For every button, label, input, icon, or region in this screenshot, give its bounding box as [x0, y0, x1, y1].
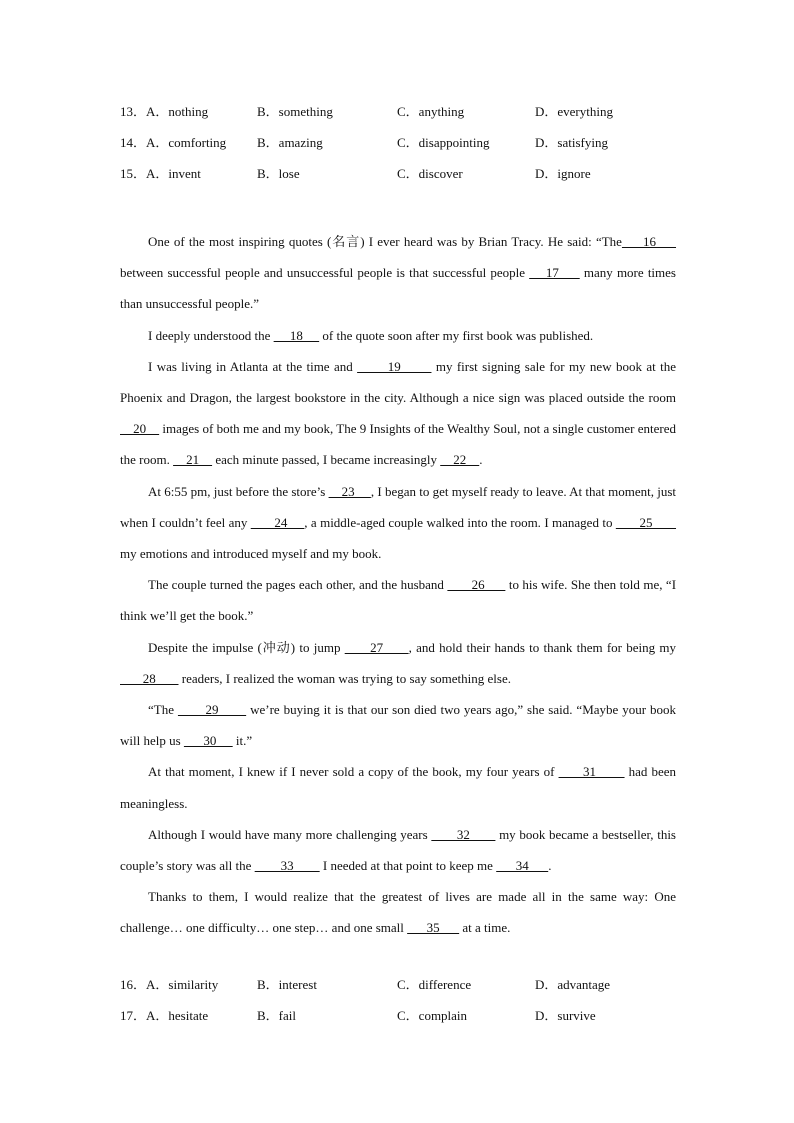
- cloze-passage: [120, 226, 676, 944]
- option-c: C．disappointing: [397, 135, 490, 150]
- option-c: C．discover: [397, 166, 463, 181]
- blank-16: 16: [621, 234, 677, 249]
- paragraph-2: I deeply understood the 18 of the quote soon after my first book was published.: [148, 327, 594, 343]
- blank-25: 25: [615, 514, 677, 530]
- blank-33: 33: [254, 858, 320, 874]
- option-a: A．hesitate: [146, 1008, 209, 1023]
- blank-19: 19: [357, 358, 432, 374]
- option-b: B．something: [257, 104, 333, 119]
- blank-22: 22: [440, 452, 480, 468]
- paragraph-8: At that moment, I knew if I never sold a copy of the book, my four years of 31 had been meaningless.: [120, 764, 677, 811]
- option-a: A．comforting: [146, 135, 227, 150]
- option-d: D．everything: [535, 104, 613, 119]
- blank-28: 28: [120, 670, 179, 686]
- option-b: B．fail: [257, 1008, 296, 1023]
- option-b: B．lose: [257, 166, 300, 181]
- options-bottom: [120, 975, 680, 1037]
- question-number: 13．: [120, 104, 147, 119]
- option-a: A．nothing: [146, 104, 209, 119]
- blank-20: 20: [120, 421, 160, 437]
- blank-29: 29: [177, 702, 247, 718]
- question-number: 17．: [120, 1008, 147, 1023]
- paragraph-9: Although I would have many more challenging years 32 my book became a bestseller, this couple’s story was all the 33 I needed at that point to keep me 34 .: [120, 826, 676, 874]
- question-14-options: [120, 133, 680, 164]
- blank-32: 32: [431, 826, 496, 842]
- blank-30: 30: [183, 733, 233, 749]
- option-a: A．invent: [146, 166, 201, 181]
- question-16-options: [120, 975, 680, 1006]
- paragraph-4: At 6:55 pm, just before the store’s 23 , I began to get myself ready to leave. At that moment, just when I couldn’t feel any 24 , a middle-aged couple walked into the room. I managed to 25 my emotions and introduced myself and my book.: [120, 483, 677, 562]
- paragraph-1: One of the most inspiring quotes (名言) I ever heard was by Brian Tracy. He said: “The 16 between successful people and unsuccessful people is that successful people 17 many more times than unsuccessful people.”: [120, 234, 677, 312]
- option-c: C．complain: [397, 1008, 468, 1023]
- question-17-options: [120, 1006, 680, 1037]
- blank-26: 26: [447, 577, 506, 593]
- option-d: D．survive: [535, 1008, 596, 1023]
- paragraph-5: The couple turned the pages each other, and the husband 26 to his wife. She then told me, “I think we’ll get the book.”: [120, 577, 677, 624]
- blank-27: 27: [344, 639, 409, 655]
- option-c: C．difference: [397, 977, 472, 992]
- question-15-options: [120, 164, 680, 195]
- blank-17: 17: [529, 265, 580, 281]
- blank-35: 35: [407, 920, 460, 936]
- blank-23: 23: [328, 483, 371, 499]
- blank-18: 18: [273, 327, 320, 343]
- option-b: B．interest: [257, 977, 317, 992]
- option-c: C．anything: [397, 104, 465, 119]
- option-d: D．advantage: [535, 977, 611, 992]
- paragraph-3: I was living in Atlanta at the time and 19 my first signing sale for my new book at the Phoenix and Dragon, the largest bookstore in the city. Although a nice sign was placed outside the room 20 images of both me and my book, The 9 Insights of the Wealthy Soul, not a single customer entered the room. 21 each minute passed, I became increasingly 22 .: [120, 358, 676, 468]
- paragraph-7: “The 29 we’re buying it is that our son died two years ago,” she said. “Maybe your book will help us 30 it.”: [120, 702, 677, 749]
- blank-31: 31: [558, 764, 625, 780]
- question-number: 16．: [120, 977, 147, 992]
- question-number: 15．: [120, 166, 147, 181]
- option-d: D．ignore: [535, 166, 591, 181]
- blank-24: 24: [250, 514, 305, 530]
- question-number: 14．: [120, 135, 147, 150]
- option-a: A．similarity: [146, 977, 219, 992]
- blank-21: 21: [173, 452, 213, 468]
- option-d: D．satisfying: [535, 135, 608, 150]
- option-b: B．amazing: [257, 135, 323, 150]
- blank-34: 34: [496, 858, 549, 874]
- options-top: [120, 102, 680, 195]
- paragraph-10: Thanks to them, I would realize that the greatest of lives are made all in the same way: One challenge… one difficulty… one step… and one small 35 at a time.: [120, 889, 676, 936]
- question-13-options: [120, 102, 680, 133]
- paragraph-6: Despite the impulse (冲动) to jump 27 , and hold their hands to thank them for being my 28 readers, I realized the woman was trying to say something else.: [120, 639, 676, 686]
